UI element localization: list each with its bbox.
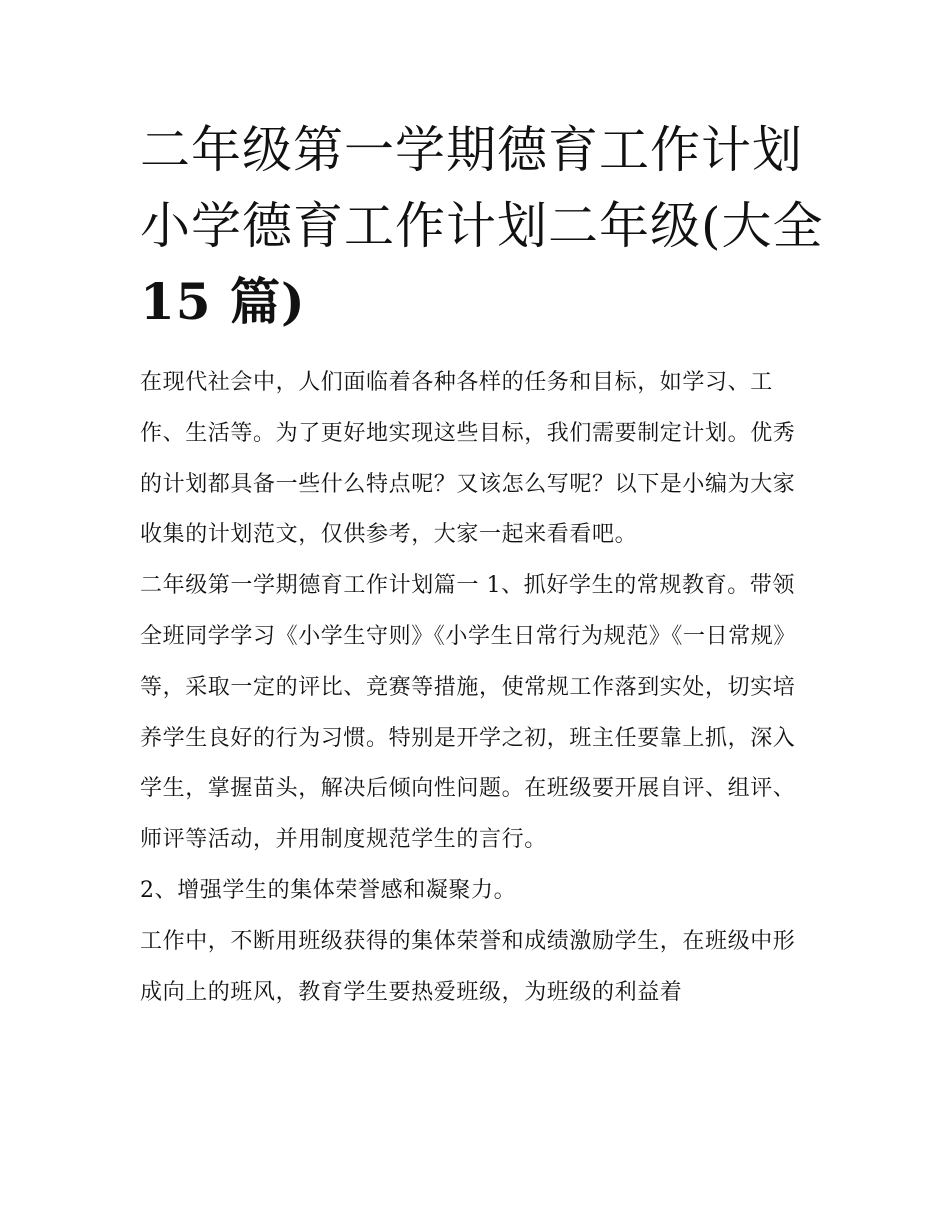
intro-paragraph: 在现代社会中，人们面临着各种各样的任务和目标，如学习、工作、生活等。为了更好地实现这些目标，我们需要制定计划。优秀的计划都具备一些什么特点呢？又该怎么写呢？以下是小编为大家收集的计划范文，仅供参考，大家一起来看看吧。 <box>140 370 796 548</box>
document-title <box>140 112 824 340</box>
body-paragraph: 工作中，不断用班级获得的集体荣誉和成绩激励学生，在班级中形成向上的班风，教育学生要热爱班级，为班级的利益着 <box>140 928 796 1005</box>
body-paragraph: 2、增强学生的集体荣誉感和凝聚力。 <box>140 877 517 903</box>
document-page <box>140 112 824 1018</box>
title-line: 15 篇) <box>140 272 306 331</box>
title-spacer <box>140 340 812 358</box>
title-line: 二年级第一学期德育工作计划 <box>140 121 803 179</box>
title-line: 小学德育工作计划二年级(大全 <box>140 197 824 255</box>
body-paragraph: 二年级第一学期德育工作计划篇一 1、抓好学生的常规教育。带领全班同学学习《小学生守则》《小学生日常行为规范》《一日常规》等，采取一定的评比、竞赛等措施，使常规工作落到实处，切实培养学生良好的行为习惯。特别是开学之初，班主任要靠上抓，深入学生，掌握苗头，解决后倾向性问题。在班级要开展自评、组评、师评等活动，并用制度规范学生的言行。 <box>140 573 797 853</box>
